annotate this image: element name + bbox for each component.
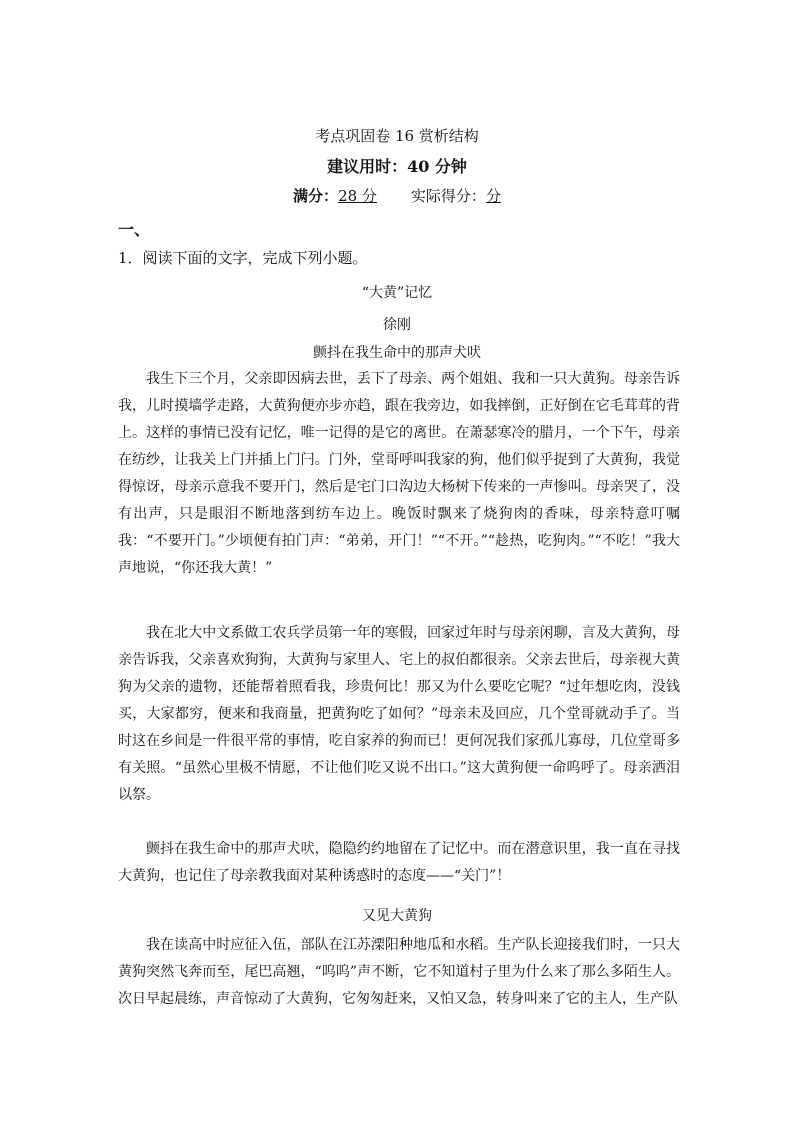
article-paragraph-2: 我在北大中文系做工农兵学员第一年的寒假，回家过年时与母亲闲聊，言及大黄狗，母亲告诉我，父亲喜欢狗狗，大黄狗与家里人、宅上的叔伯都很亲。父亲去世后，母亲视大黄狗为父亲的遗物，还能帮着照看我，珍贵何比！那又为什么要吃它呢？“过年想吃肉，没钱买，大家都穷，便来和我商量，把黄狗吃了如何？”母亲未及回应，几个堂哥就动手了。当时这在乡间是一件很平常的事情，吃自家养的狗而已！更何况我们家孤儿寡母，几位堂哥多有关照。“虽然心里极不情愿，不让他们吃又说不出口。”这大黄狗便一命呜呼了。母亲洒泪以祭。 [118,625,680,803]
article-subheading-1: 颤抖在我生命中的那声犬吠 [313,345,481,361]
section-heading: 一、 [118,220,151,239]
actual-score-label: 实际得分： [410,187,486,205]
article-paragraph-1: 我生下三个月，父亲即因病去世，丢下了母亲、两个姐姐、我和一只大黄狗。母亲告诉我，儿时摸墙学走路，大黄狗便亦步亦趋，跟在我旁边，如我摔倒，正好倒在它毛茸茸的背上。这样的事情已没有记忆，唯一记得的是它的离世。在萧瑟寒冷的腊月，一个下午，母亲在纺纱，让我关上门并插上门闩。门外，堂哥呼叫我家的狗，他们似乎捉到了大黄狗，我觉得惊讶，母亲示意我不要开门，然后是宅门口沟边大杨树下传来的一声惨叫。母亲哭了，没有出声，只是眼泪不断地落到纺车边上。晚饭时飘来了烧狗肉的香味，母亲特意叮嘱我：“不要开门。”少顷便有拍门声：“弟弟，开门！”“不开。”“趁热，吃狗肉。”“不吃！”我大声地说，“你还我大黄！” [118,371,680,576]
article-subheading-2: 又见大黄狗 [362,908,432,924]
article-paragraph-3: 颤抖在我生命中的那声犬吠，隐隐约约地留在了记忆中。而在潜意识里，我一直在寻找大黄狗，也记住了母亲教我面对某种诱惑时的态度——“关门”！ [118,841,680,884]
score-line [0,185,794,206]
actual-score-value: 分 [485,187,501,205]
exam-title: 考点巩固卷 16 赏析结构 [315,127,479,145]
article-title: “大黄”记忆 [361,285,433,301]
full-score-label: 满分： [293,187,339,205]
question-prompt: 1．阅读下面的文字，完成下列小题。 [118,249,368,267]
suggested-time: 建议用时：40 分钟 [327,157,467,176]
article-paragraph-4: 我在读高中时应征入伍，部队在江苏溧阳种地瓜和水稻。生产队长迎接我们时，一只大黄狗突然飞奔而至，尾巴高翘，“呜呜”声不断，它不知道村子里为什么来了那么多陌生人。次日早起晨练，声音惊动了大黄狗，它匆匆赶来，又怕又急，转身叫来了它的主人，生产队 [118,937,680,1007]
article-author: 徐刚 [383,317,411,333]
full-score-value: 28 分 [338,187,377,205]
